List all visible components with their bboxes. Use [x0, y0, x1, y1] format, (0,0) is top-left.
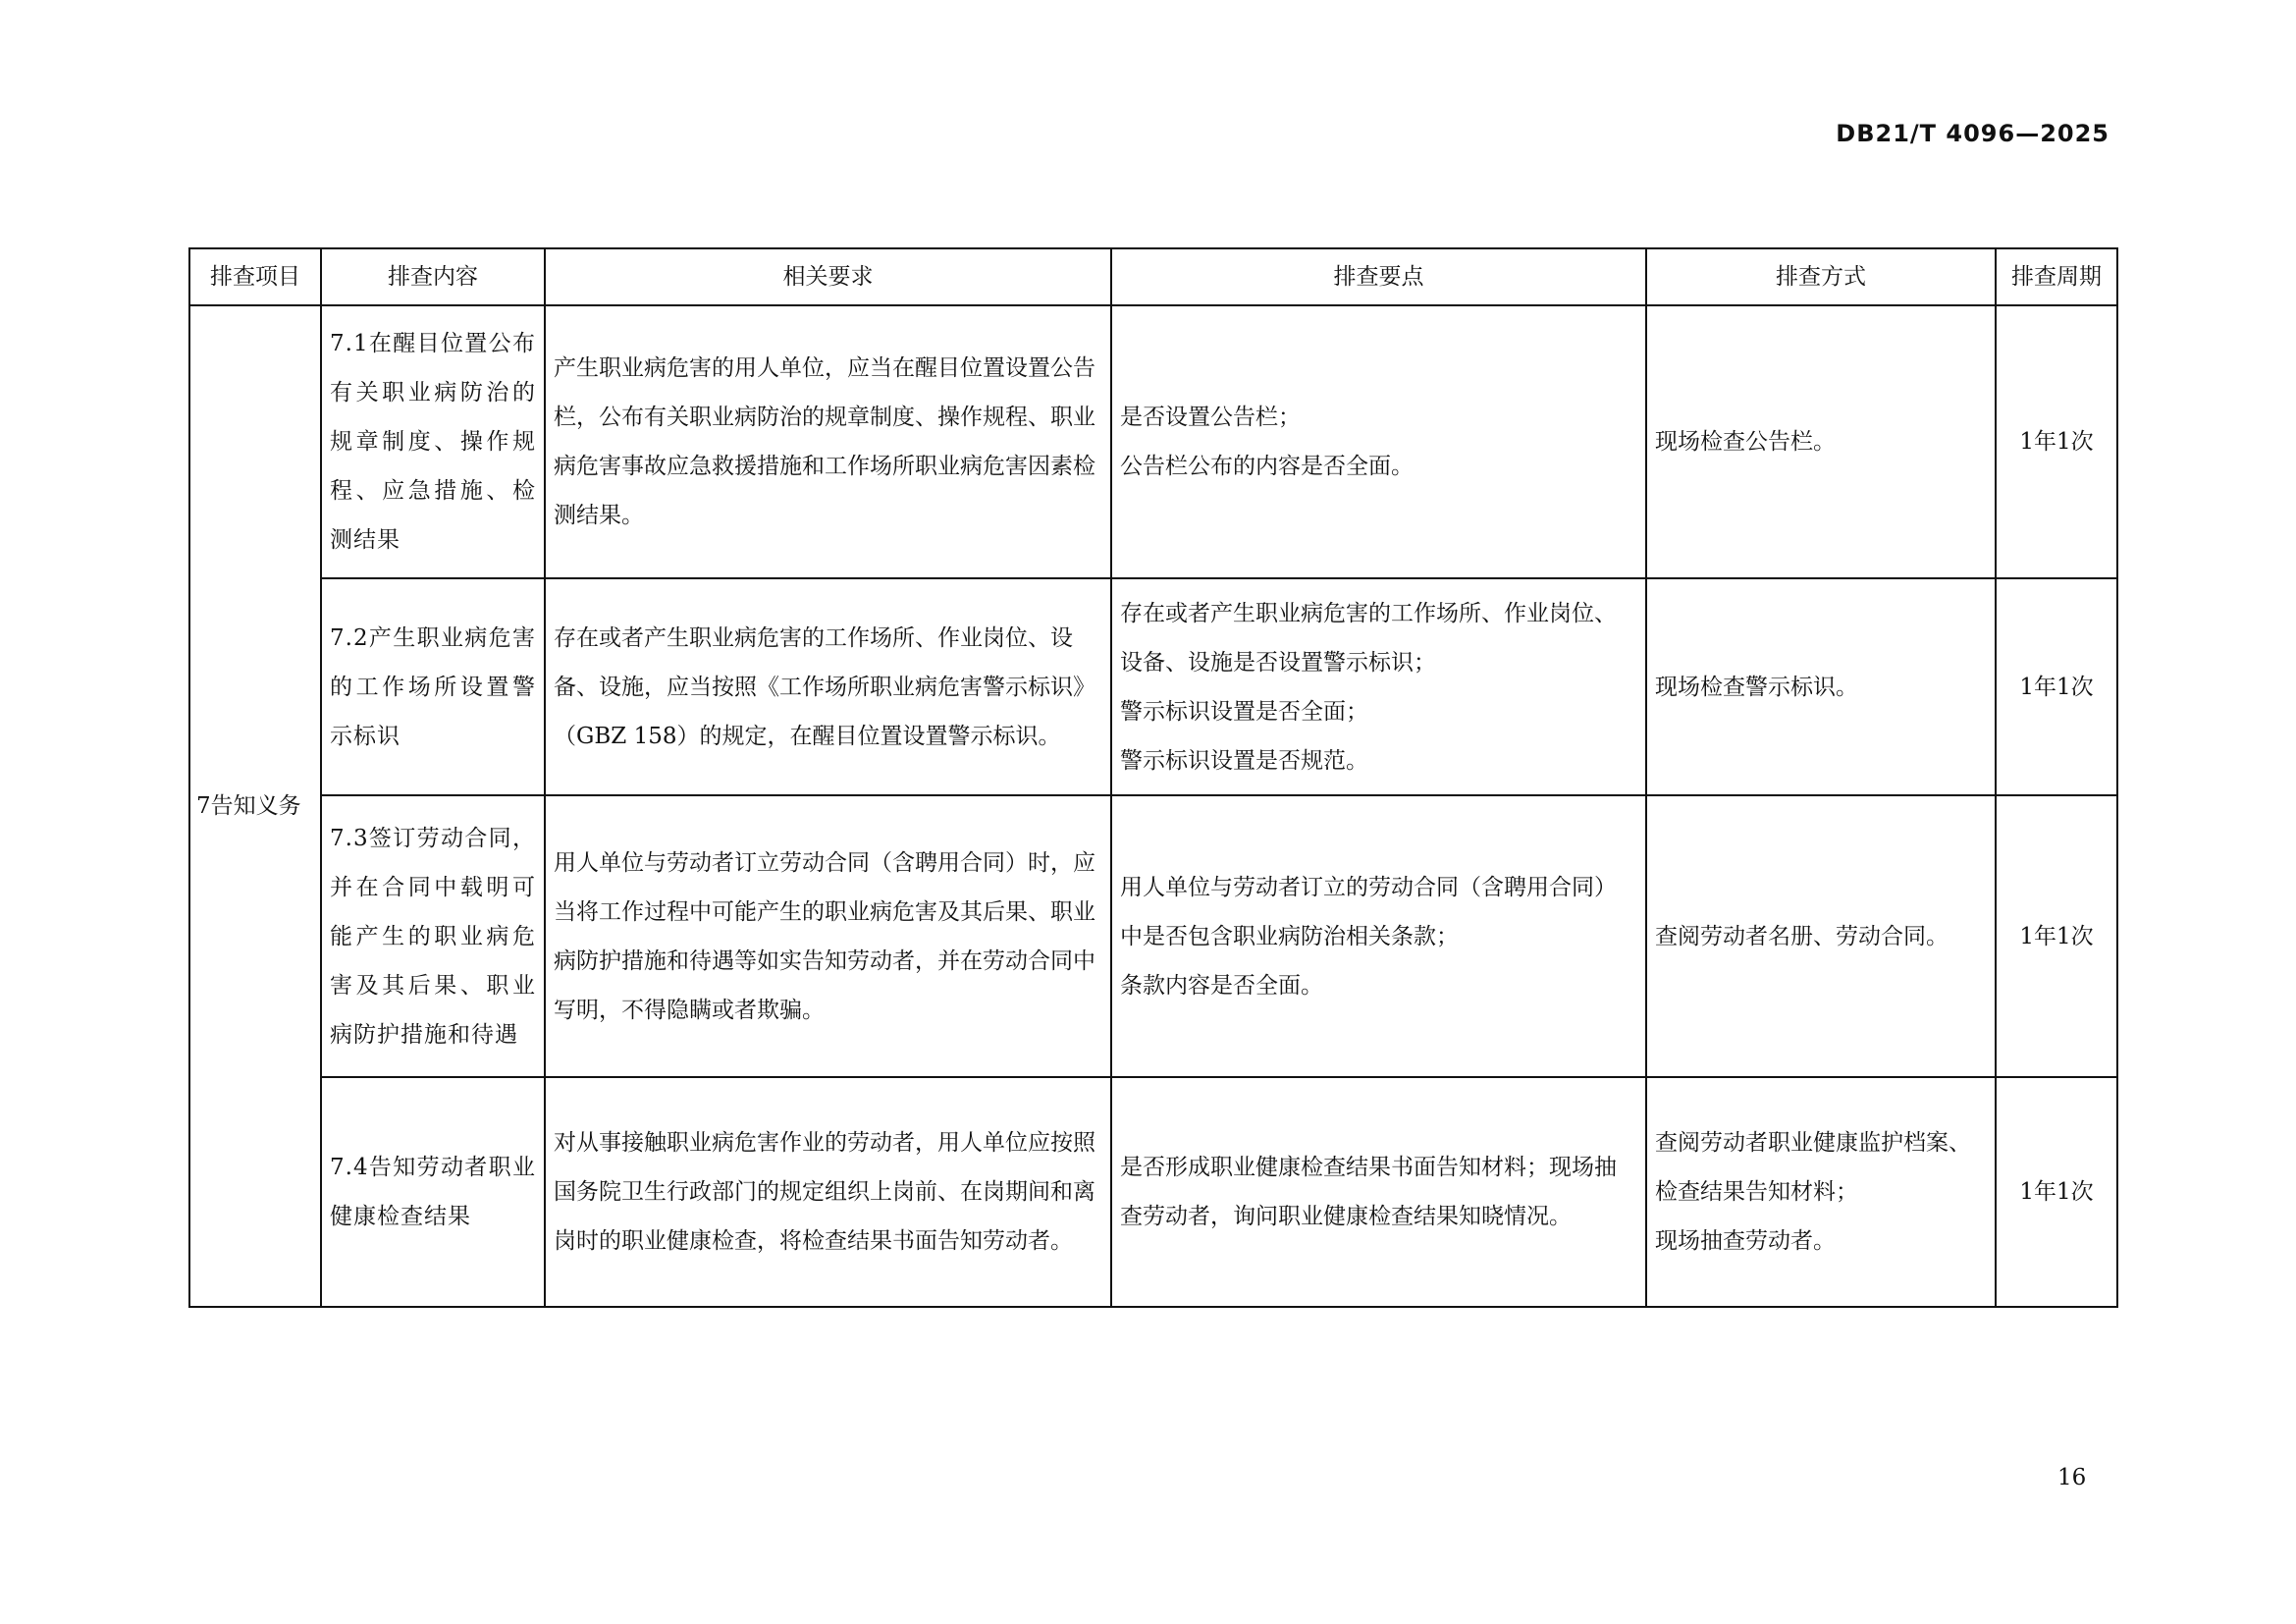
point-line: 用人单位与劳动者订立的劳动合同（含聘用合同）中是否包含职业病防治相关条款；: [1120, 874, 1617, 949]
point-line: 是否设置公告栏；: [1120, 405, 1301, 430]
table-row: [189, 305, 2117, 578]
column-header: 排查内容: [321, 248, 545, 305]
page-number: 16: [2057, 1465, 2087, 1490]
points-cell: [1111, 1077, 1646, 1307]
period-cell: 1年1次: [1996, 795, 2117, 1077]
point-line: 条款内容是否全面。: [1120, 972, 1323, 999]
method-line: 现场检查警示标识。: [1655, 674, 1858, 700]
column-header: 排查周期: [1996, 248, 2117, 305]
point-line: 存在或者产生职业病危害的工作场所、作业岗位、设备、设施是否设置警示标识；: [1120, 600, 1617, 676]
period-cell: 1年1次: [1996, 305, 2117, 578]
table-row: [189, 578, 2117, 795]
period-cell: 1年1次: [1996, 578, 2117, 795]
inspection-content-cell: 7.1在醒目位置公布有关职业病防治的规章制度、操作规程、应急措施、检测结果: [321, 305, 545, 578]
inspection-table: [188, 247, 2118, 1308]
column-header: 排查项目: [189, 248, 321, 305]
requirement-cell: 对从事接触职业病危害作业的劳动者，用人单位应按照国务院卫生行政部门的规定组织上岗前、在岗期间和离岗时的职业健康检查，将检查结果书面告知劳动者。: [545, 1077, 1111, 1307]
point-line: 警示标识设置是否全面；: [1120, 698, 1368, 725]
table-row: [189, 1077, 2117, 1307]
inspection-content-cell: 7.2产生职业病危害的工作场所设置警示标识: [321, 578, 545, 795]
requirement-cell: 产生职业病危害的用人单位，应当在醒目位置设置公告栏，公布有关职业病防治的规章制度、操作规程、职业病危害事故应急救援措施和工作场所职业病危害因素检测结果。: [545, 305, 1111, 578]
column-header: 排查要点: [1111, 248, 1646, 305]
point-line: 警示标识设置是否规范。: [1120, 747, 1368, 774]
period-cell: 1年1次: [1996, 1077, 2117, 1307]
method-line: 查阅劳动者职业健康监护档案、检查结果告知材料；: [1655, 1130, 1971, 1205]
point-line: 公告栏公布的内容是否全面。: [1120, 454, 1414, 479]
inspection-content-cell: 7.4告知劳动者职业健康检查结果: [321, 1077, 545, 1307]
method-line: 查阅劳动者名册、劳动合同。: [1655, 923, 1949, 949]
points-cell: [1111, 578, 1646, 795]
points-cell: [1111, 305, 1646, 578]
method-line: 现场抽查劳动者。: [1655, 1228, 1836, 1254]
method-cell: [1646, 305, 1996, 578]
requirement-cell: 用人单位与劳动者订立劳动合同（含聘用合同）时，应当将工作过程中可能产生的职业病危害及其后果、职业病防护措施和待遇等如实告知劳动者，并在劳动合同中写明，不得隐瞒或者欺骗。: [545, 795, 1111, 1077]
inspection-item-cell: 7告知义务: [189, 305, 321, 1307]
points-cell: [1111, 795, 1646, 1077]
table-row: [189, 795, 2117, 1077]
method-cell: [1646, 578, 1996, 795]
point-line: 是否形成职业健康检查结果书面告知材料；现场抽查劳动者，询问职业健康检查结果知晓情况。: [1120, 1155, 1617, 1229]
table-header-row: [189, 248, 2117, 305]
method-cell: [1646, 795, 1996, 1077]
document-code: DB21/T 4096—2025: [1836, 120, 2109, 147]
method-cell: [1646, 1077, 1996, 1307]
inspection-content-cell: 7.3签订劳动合同，并在合同中载明可能产生的职业病危害及其后果、职业病防护措施和待遇: [321, 795, 545, 1077]
requirement-cell: 存在或者产生职业病危害的工作场所、作业岗位、设备、设施，应当按照《工作场所职业病危害警示标识》（GBZ 158）的规定，在醒目位置设置警示标识。: [545, 578, 1111, 795]
column-header: 排查方式: [1646, 248, 1996, 305]
column-header: 相关要求: [545, 248, 1111, 305]
method-line: 现场检查公告栏。: [1655, 429, 1836, 455]
